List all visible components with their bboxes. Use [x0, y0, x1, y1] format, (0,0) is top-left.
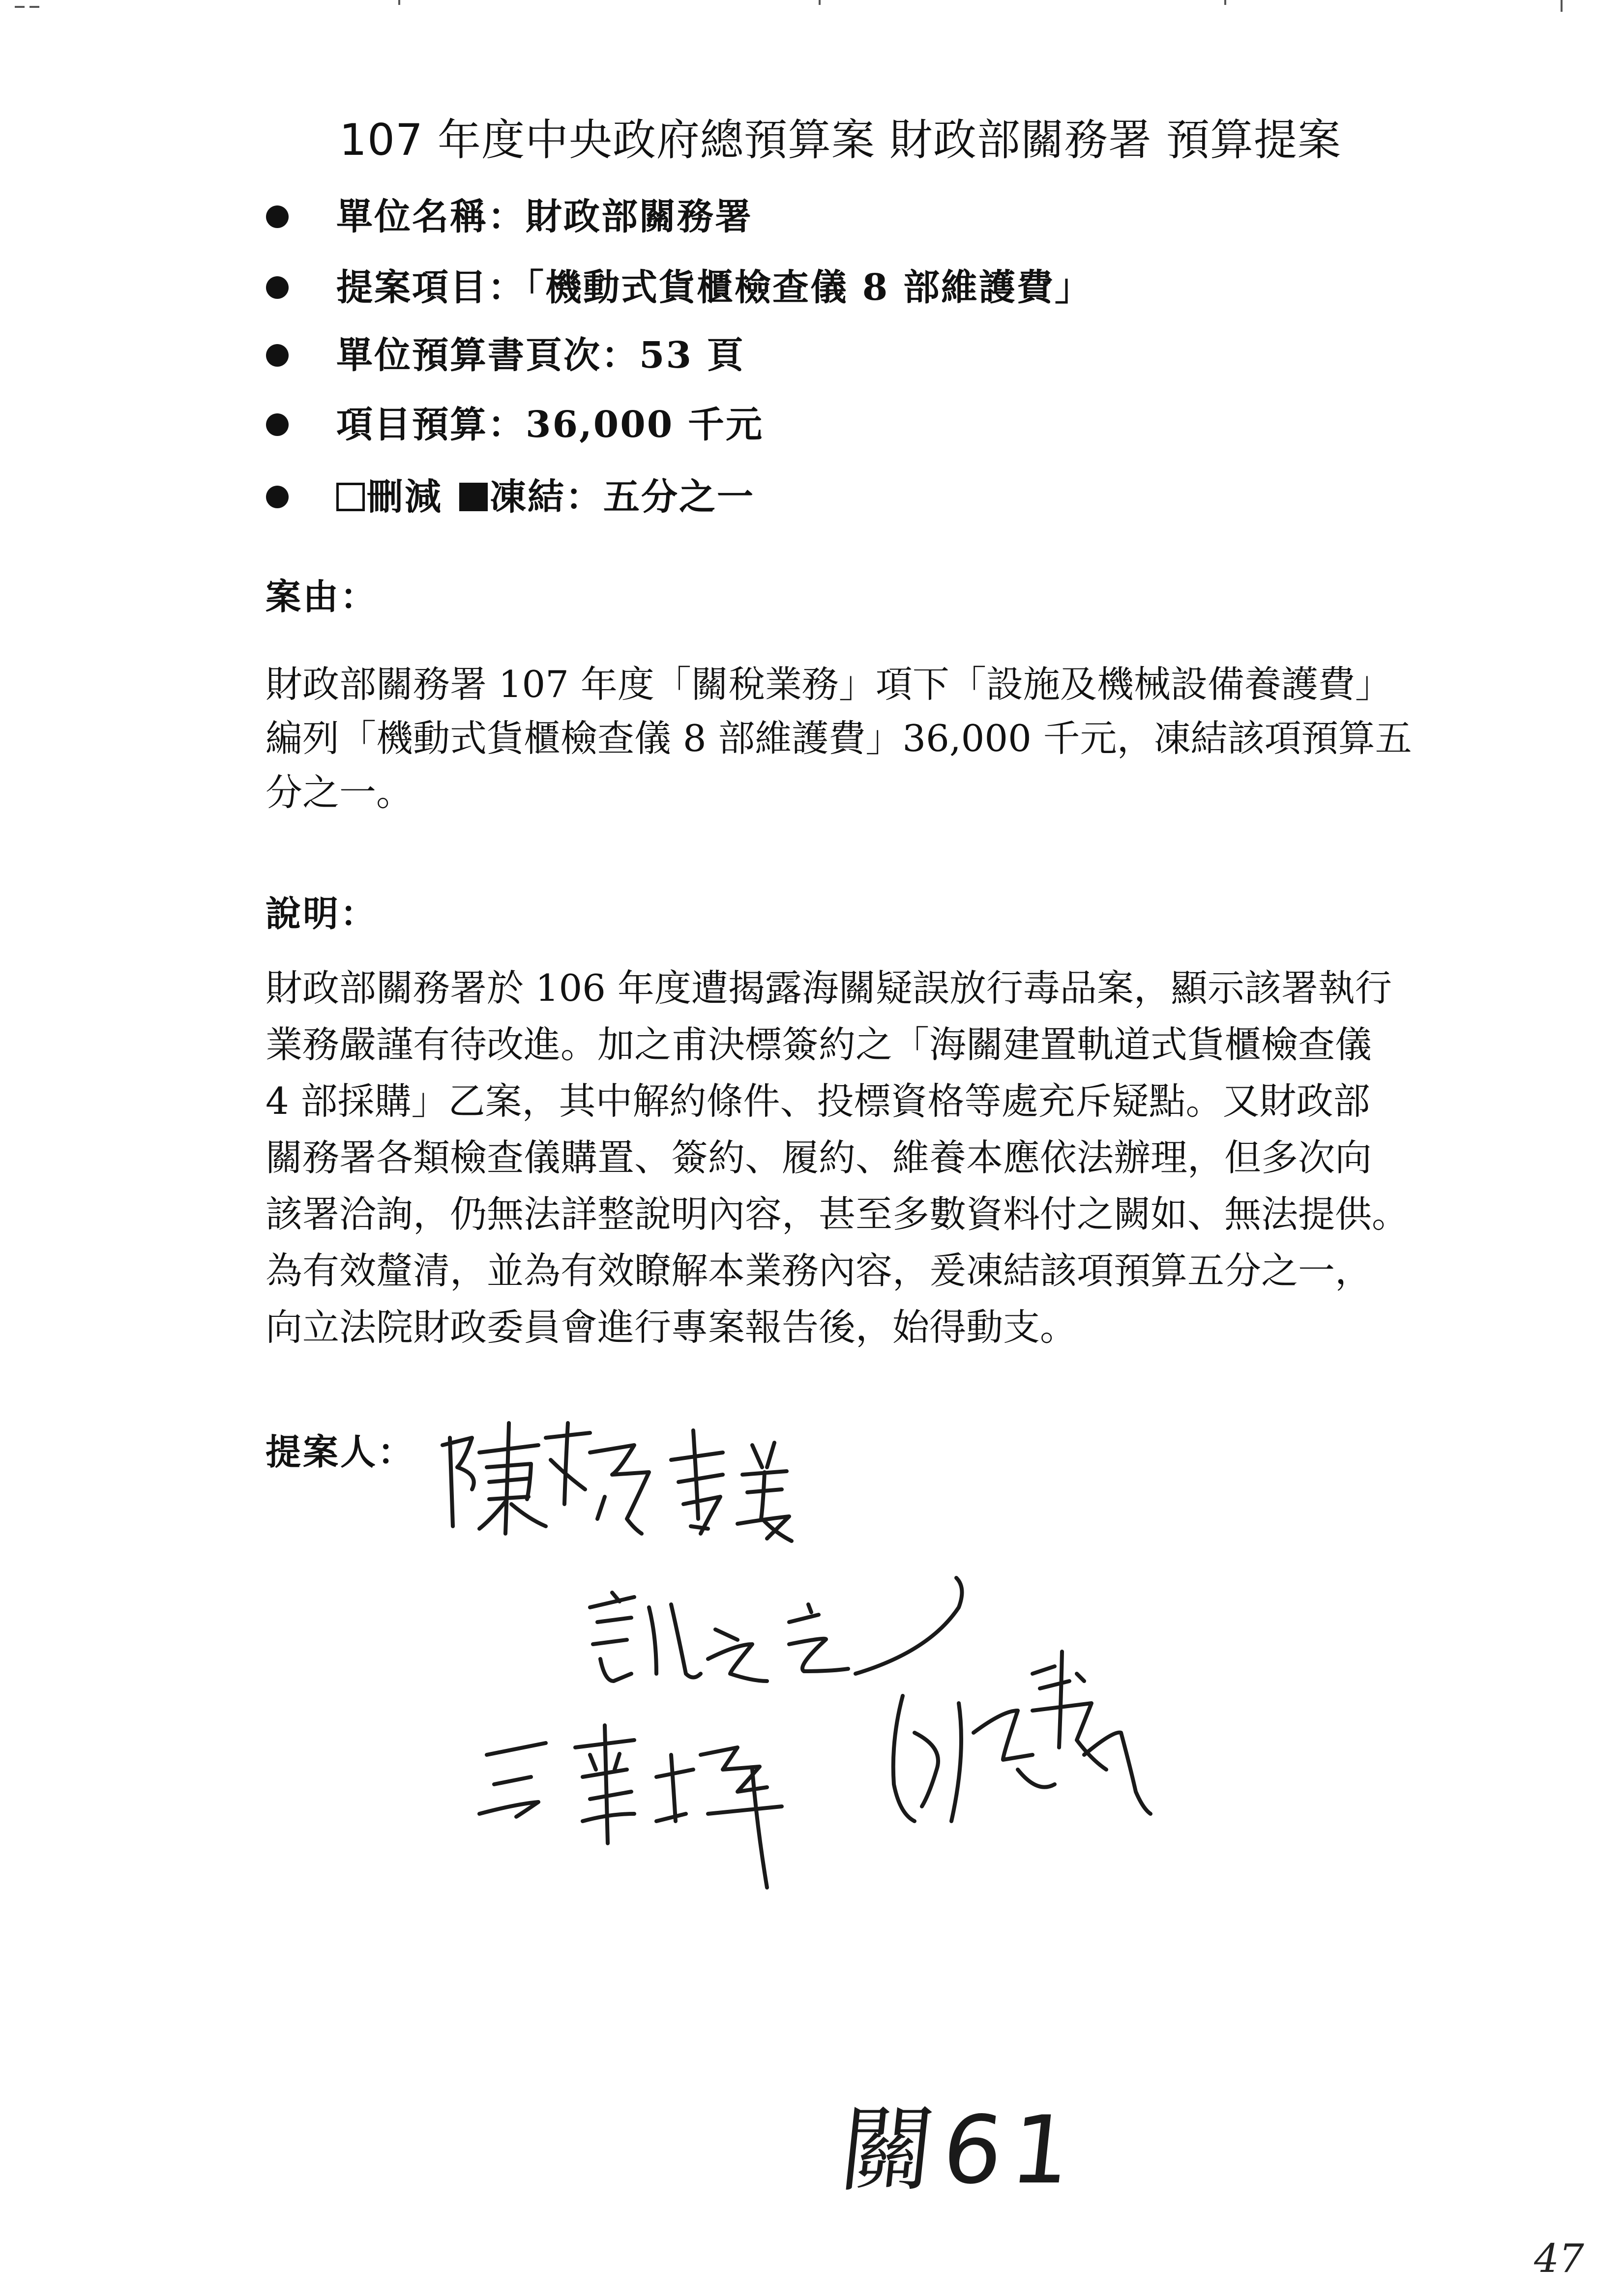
scan-mark — [15, 6, 25, 8]
freeze-checkbox — [459, 483, 488, 511]
bullet-dot — [266, 276, 289, 299]
explanation-line: 向立法院財政委員會進行專案報告後，始得動支。 — [266, 1306, 1077, 1349]
scan-mark — [1561, 0, 1563, 12]
explanation-heading: 說明： — [266, 893, 378, 934]
signature-3 — [479, 1725, 782, 1888]
bullet-dot — [266, 486, 289, 508]
freeze-amount: 五分之一 — [603, 476, 755, 518]
bullet-item-action — [336, 476, 755, 518]
signature-1 — [443, 1423, 792, 1541]
explanation-line: 為有效釐清，並為有效瞭解本業務內容，爰凍結該項預算五分之一， — [266, 1249, 1372, 1292]
bullet-item-budget-page — [336, 334, 745, 377]
reason-line: 財政部關務署 107 年度「關稅業務」項下「設施及機械設備養護費」 — [266, 663, 1392, 706]
bullet-label: 提案項目： — [336, 266, 526, 309]
bullet-label: 單位預算書頁次： — [336, 334, 639, 377]
bullet-label: 項目預算： — [336, 404, 526, 446]
bullet-value: 財政部關務署 — [526, 196, 753, 238]
explanation-line: 關務署各類檢查儀購置、簽約、履約、維養本應依法辦理，但多次向 — [266, 1136, 1372, 1179]
scan-mark — [398, 0, 400, 5]
bullet-dot — [266, 344, 289, 367]
bullet-dot — [266, 205, 289, 228]
handwritten-annotation: 關61 — [835, 2096, 1086, 2205]
signature-2 — [590, 1578, 962, 1681]
explanation-line: 業務嚴謹有待改進。加之甫決標簽約之「海關建置軌道式貨櫃檢查儀 — [266, 1023, 1372, 1066]
explanation-line: 財政部關務署於 106 年度遭揭露海關疑誤放行毒品案，顯示該署執行 — [266, 966, 1392, 1010]
reason-line: 編列「機動式貨櫃檢查儀 8 部維護費」36,000 千元，凍結該項預算五 — [266, 717, 1412, 760]
proposer-heading: 提案人： — [266, 1431, 415, 1473]
freeze-label: 凍結： — [490, 476, 603, 518]
bullet-value: 36,000 千元 — [526, 404, 764, 446]
scan-mark — [1224, 0, 1226, 5]
bullet-dot — [266, 413, 289, 436]
bullet-item-item-budget — [336, 404, 764, 446]
bullet-label: 單位名稱： — [336, 196, 526, 238]
explanation-line: 4 部採購」乙案，其中解約條件、投標資格等處充斥疑點。又財政部 — [266, 1079, 1370, 1123]
bullet-item-proposal-item — [336, 266, 1093, 309]
delete-label: 刪減 — [367, 476, 443, 518]
reason-line: 分之一。 — [266, 771, 413, 814]
scan-mark — [30, 6, 39, 8]
document-title: 107 年度中央政府總預算案 財政部關務署 預算提案 — [339, 115, 1341, 165]
scan-mark — [819, 0, 821, 5]
reason-heading: 案由： — [266, 576, 378, 617]
explanation-line: 該署洽詢，仍無法詳整說明內容，甚至多數資料付之闕如、無法提供。 — [266, 1192, 1409, 1236]
bullet-item-unit-name — [336, 196, 753, 238]
delete-checkbox — [336, 483, 365, 511]
signature-4 — [893, 1652, 1151, 1821]
bullet-value: 「機動式貨櫃檢查儀 8 部維護費」 — [526, 266, 1093, 309]
bullet-value: 53 頁 — [639, 334, 745, 377]
page-number: 47 — [1534, 2236, 1584, 2281]
